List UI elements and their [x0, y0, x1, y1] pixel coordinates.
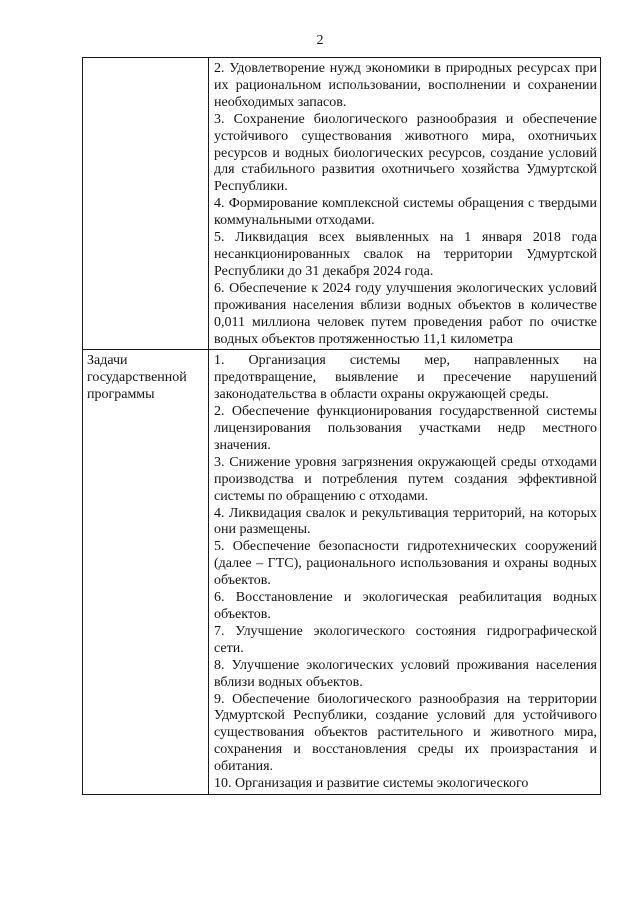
list-item: 8. Улучшение экологических условий проживания населения вблизи водных объектов. — [214, 657, 597, 690]
list-item: 9. Обеспечение биологического разнообразия на территории Удмуртской Республики, создание условий для устойчивого существования объектов растительного и животного мира, сохранения и восстановления среды их произрастания и обитания. — [214, 691, 597, 775]
program-passport-table — [82, 57, 601, 795]
list-item: 6. Обеспечение к 2024 году улучшения экологических условий проживания населения вблизи водных объектов в количестве 0,011 миллиона человек путем проведения работ по очистке водных объектов протяженностью 11,1 километра — [214, 280, 597, 347]
row-content — [209, 350, 601, 795]
list-item: 4. Ликвидация свалок и рекультивация территорий, на которых они размещены. — [214, 505, 597, 538]
list-item: 2. Обеспечение функционирования государственной системы лицензирования пользования участками недр местного значения. — [214, 404, 597, 453]
list-item: 5. Обеспечение безопасности гидротехнических сооружений (далее – ГТС), рационального использования и охраны водных объектов. — [214, 539, 597, 589]
row-label: Задачи государственной программы — [83, 350, 209, 795]
row-label — [83, 58, 209, 350]
list-item: 5. Ликвидация всех выявленных на 1 января 2018 года несанкционированных свалок на территории Удмуртской Республики до 31 декабря 2024 года. — [214, 230, 597, 279]
list-item: 10. Организация и развитие системы экологического — [214, 776, 529, 792]
list-item: 7. Улучшение экологического состояния гидрографической сети. — [214, 623, 597, 656]
list-item: 3. Сохранение биологического разнообразия и обеспечение устойчивого существования животного мира, охотничьих ресурсов и водных биологических ресурсов, создание условий для стабильного развития охотничьего хозяйства Удмуртской Республики. — [214, 111, 597, 195]
list-item: 2. Удовлетворение нужд экономики в природных ресурсах при их рациональном использовании, восполнении и сохранении необходимых запасов. — [214, 61, 597, 110]
list-item: 1. Организация системы мер, направленных на предотвращение, выявление и пресечение нарушений законодательства в области охраны окружающей среды. — [214, 353, 597, 403]
table-row-tasks — [83, 350, 601, 795]
list-item: 4. Формирование комплексной системы обращения с твердыми коммунальными отходами. — [214, 196, 597, 229]
list-item: 6. Восстановление и экологическая реабилитация водных объектов. — [214, 590, 597, 622]
list-item: 3. Снижение уровня загрязнения окружающей среды отходами производства и потребления путем создания эффективной системы по обращению с отходами. — [214, 454, 597, 504]
table-row-goals — [83, 58, 601, 350]
page-number: 2 — [316, 33, 324, 48]
row-content — [209, 58, 601, 350]
